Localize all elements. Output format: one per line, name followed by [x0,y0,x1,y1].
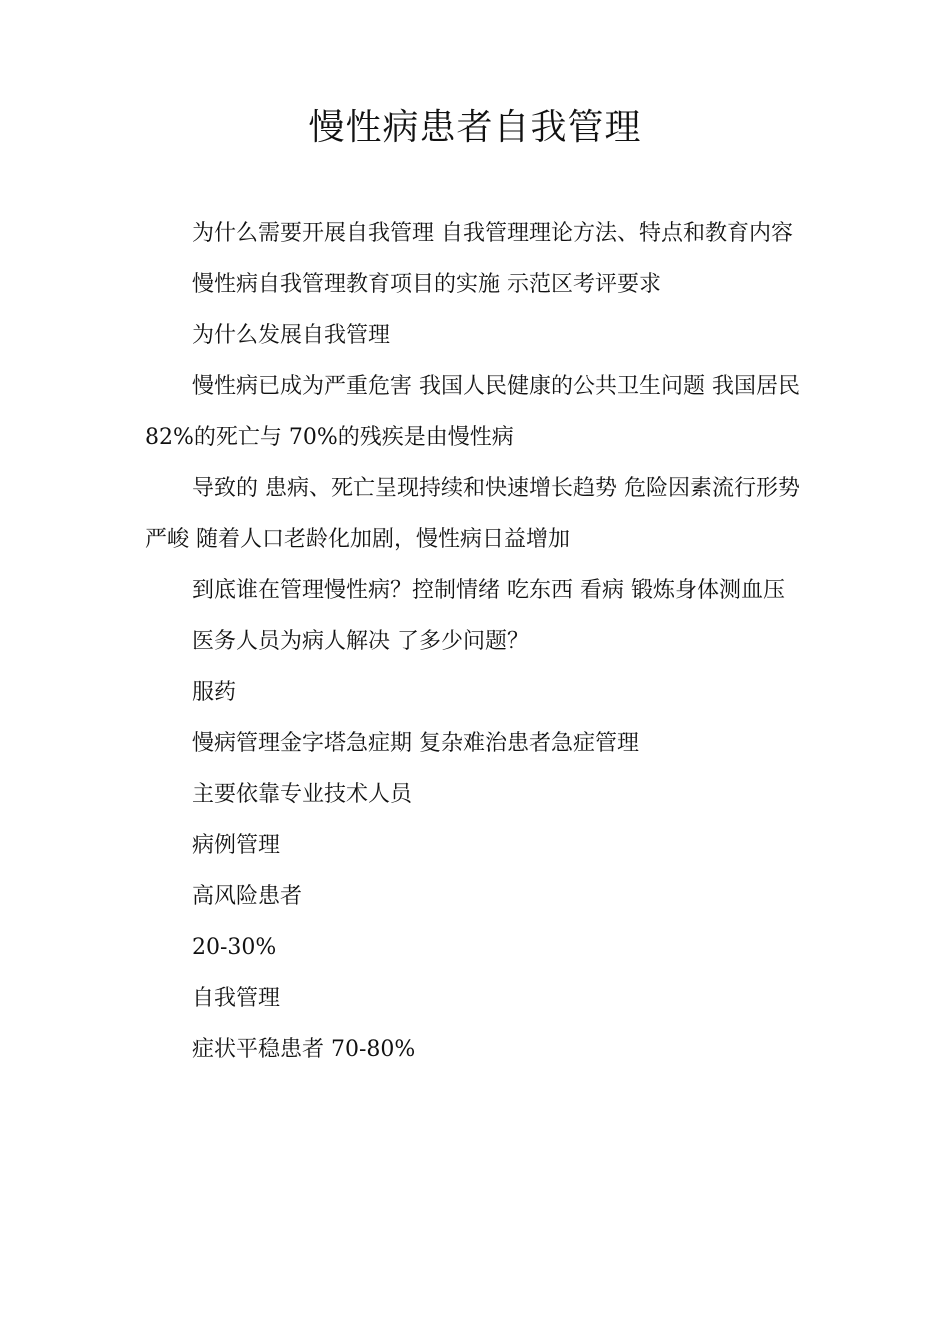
paragraph-8: 服药 [192,680,237,705]
paragraph-2: 慢性病自我管理教育项目的实施 示范区考评要求 [192,272,661,297]
page-title: 慢性病患者自我管理 [308,107,642,148]
paragraph-1: 为什么需要开展自我管理 自我管理理论方法、特点和教育内容 [192,221,793,246]
document-body [145,208,810,1075]
paragraph-15: 症状平稳患者 70-80% [192,1037,416,1062]
paragraph-13: 20-30% [192,935,277,960]
paragraph-9: 慢病管理金字塔急症期 复杂难治患者急症管理 [192,731,639,756]
paragraph-6: 到底谁在管理慢性病？控制情绪 吃东西 看病 锻炼身体测血压 [192,578,785,603]
paragraph-12: 高风险患者 [192,884,303,909]
paragraph-7: 医务人员为病人解决 了多少问题？ [192,629,529,654]
paragraph-10: 主要依靠专业技术人员 [192,782,413,807]
paragraph-11: 病例管理 [192,833,281,858]
paragraph-14: 自我管理 [192,986,281,1011]
paragraph-4: 慢性病已成为严重危害 我国人民健康的公共卫生问题 我国居民 82%的死亡与 70%的残疾是由慢性病 [145,374,800,450]
paragraph-5: 导致的 患病、死亡呈现持续和快速增长趋势 危险因素流行形势严峻 随着人口老龄化加剧，慢性病日益增加 [145,476,800,552]
paragraph-3: 为什么发展自我管理 [192,323,391,348]
